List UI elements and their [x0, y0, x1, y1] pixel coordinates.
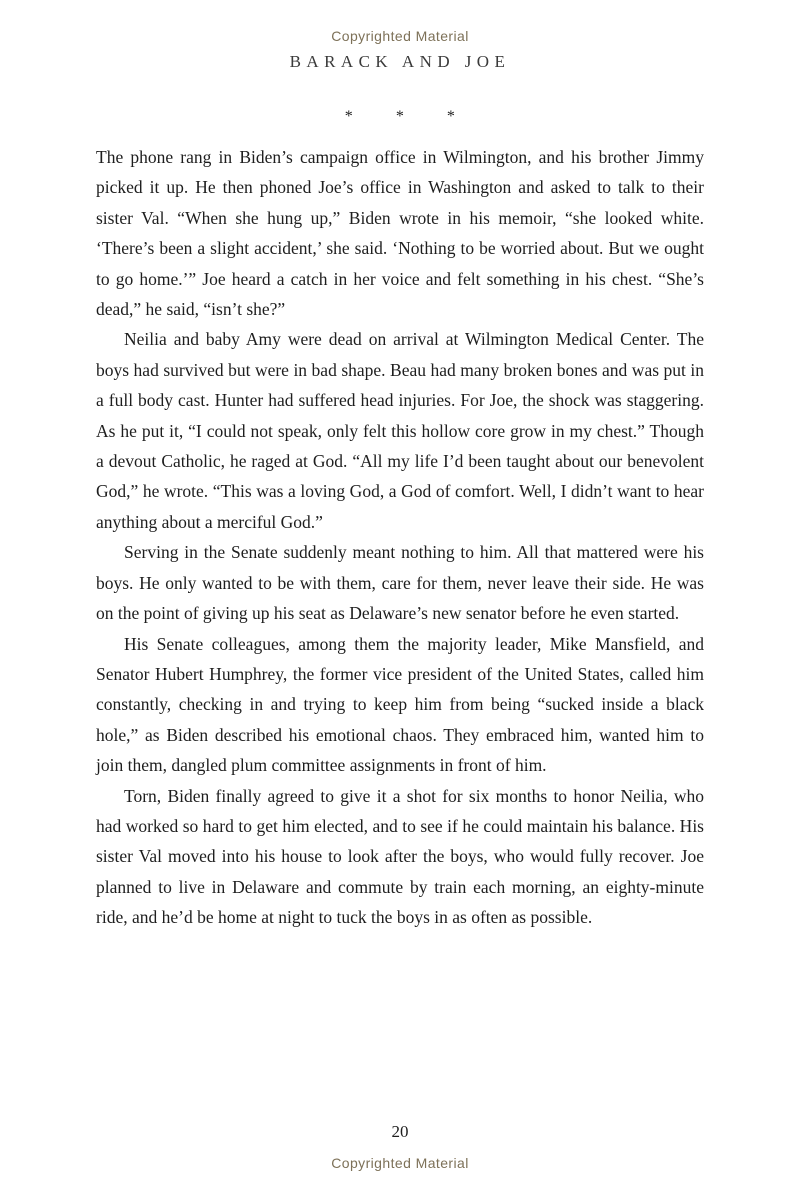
section-break-asterisks: * * *: [344, 108, 456, 125]
running-head-title: BARACK AND JOE: [289, 52, 511, 71]
copyright-notice-bottom: Copyrighted Material: [331, 1155, 469, 1171]
page-number: 20: [391, 1122, 409, 1141]
paragraph-1: The phone rang in Biden’s campaign office in Wilmington, and his brother Jimmy picked it up. He then phoned Joe’s office in Washington and asked to talk to their sister Val. “When she hung up,” Biden wrote in his memoir, “she looked white. ‘There’s been a slight accident,’ she said. ‘Nothing to be worried about. But we ought to go home.’” Joe heard a catch in her voice and felt something in his chest. “She’s dead,” he said, “isn’t she?”: [96, 147, 704, 320]
body-text: [96, 142, 704, 933]
paragraph-4: His Senate colleagues, among them the majority leader, Mike Mansfield, and Senator Hubert Humphrey, the former vice president of the United States, called him constantly, checking in and trying to keep him from being “sucked inside a black hole,” as Biden described his emotional chaos. They embraced him, wanted him to join them, dangled plum committee assignments in front of him.: [96, 633, 704, 776]
text-block: [96, 108, 704, 933]
paragraph-3: Serving in the Senate suddenly meant nothing to him. All that mattered were his boys. He only wanted to be with them, care for them, never leave their side. He was on the point of giving up his seat as Delaware’s new senator before he even started.: [96, 542, 704, 624]
paragraph-5: Torn, Biden finally agreed to give it a shot for six months to honor Neilia, who had worked so hard to get him elected, and to see if he could maintain his balance. His sister Val moved into his house to look after the boys, who would fully recover. Joe planned to live in Delaware and commute by train each morning, an eighty-minute ride, and he’d be home at night to tuck the boys in as often as possible.: [96, 785, 704, 928]
copyright-notice-top: Copyrighted Material: [331, 28, 469, 44]
paragraph-2: Neilia and baby Amy were dead on arrival at Wilmington Medical Center. The boys had survived but were in bad shape. Beau had many broken bones and was put in a full body cast. Hunter had suffered head injuries. For Joe, the shock was staggering. As he put it, “I could not speak, only felt this hollow core grow in my chest.” Though a devout Catholic, he raged at God. “All my life I’d been taught about our benevolent God,” he wrote. “This was a loving God, a God of comfort. Well, I didn’t want to hear anything about a merciful God.”: [96, 329, 704, 532]
